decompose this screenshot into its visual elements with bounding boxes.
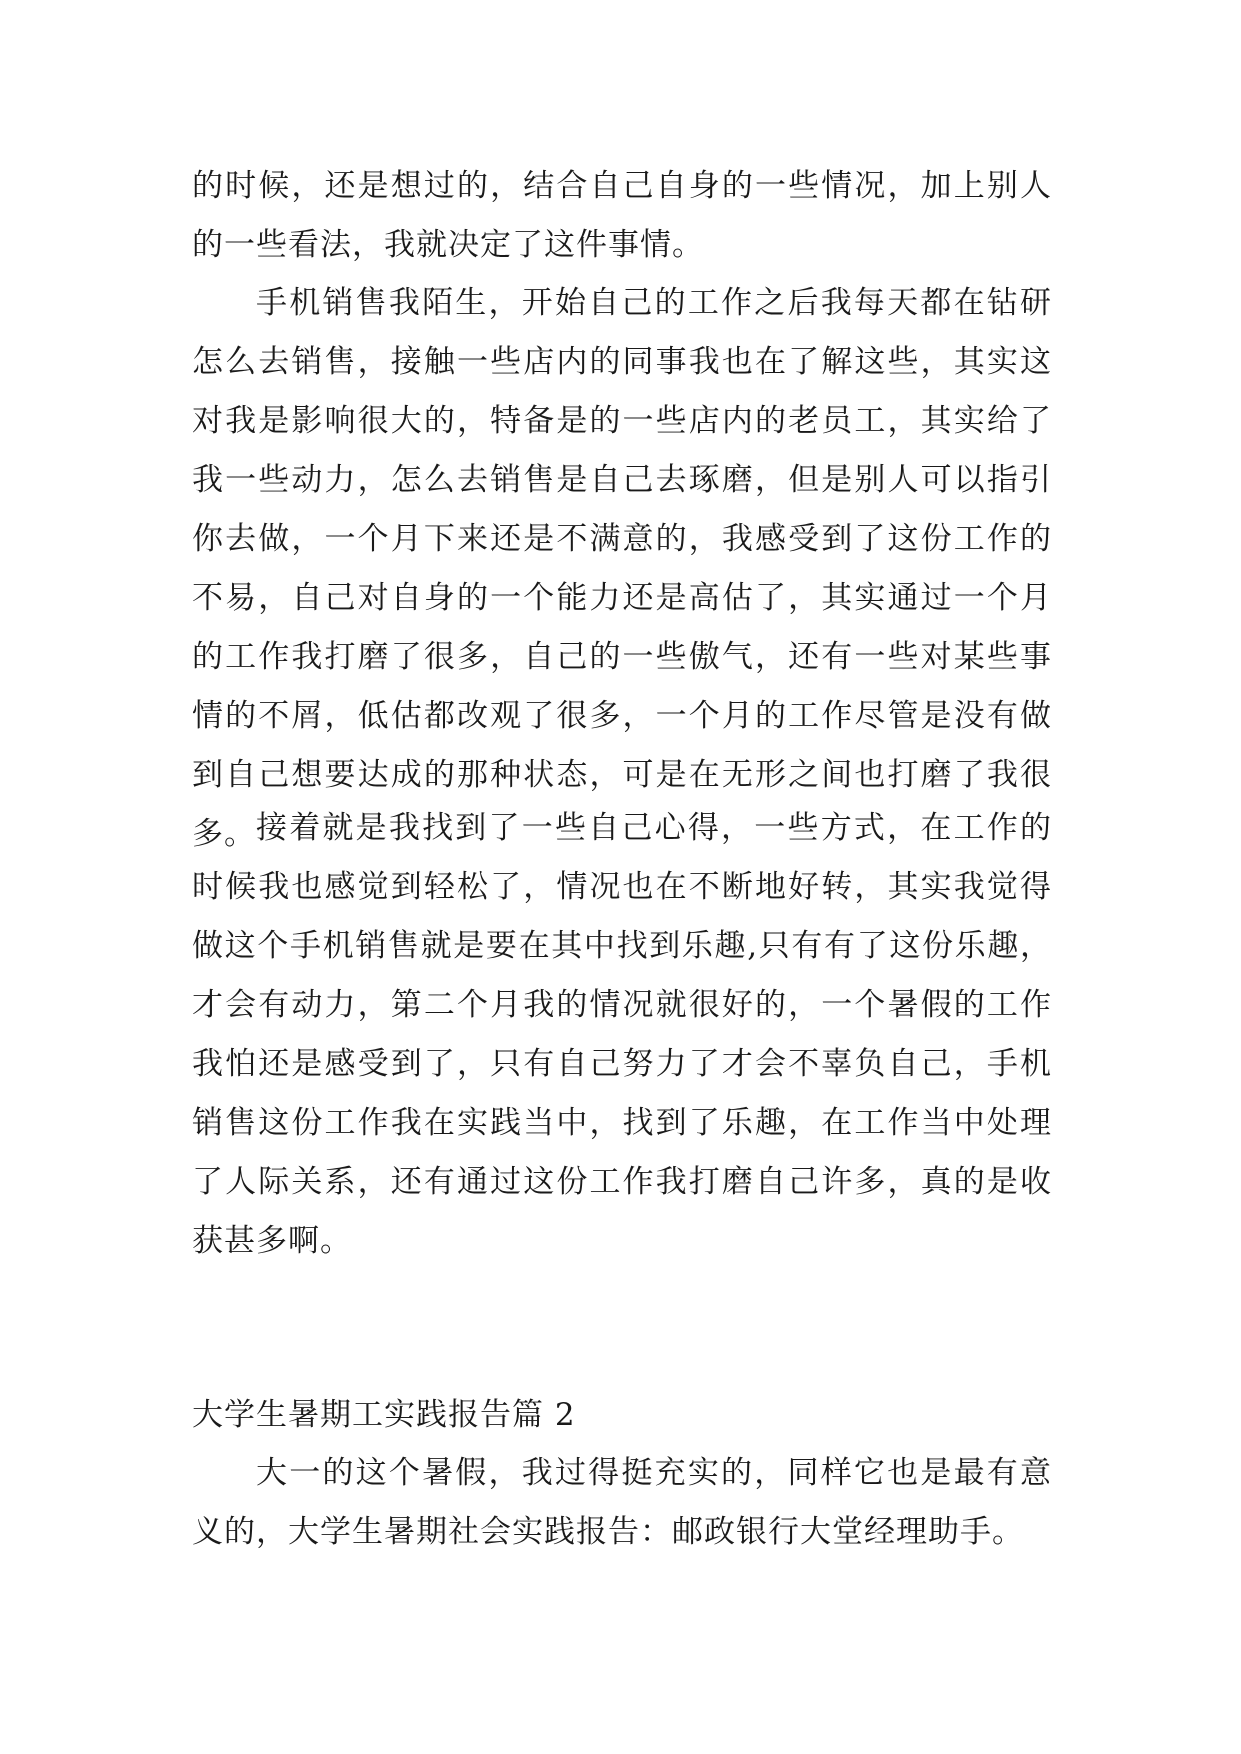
paragraph-text: 的时候，还是想过的，结合自己自身的一些情况，加上别人的一些看法，我就决定了这件事情。	[192, 168, 1052, 263]
paragraph-finding-fun	[192, 799, 1052, 1271]
paragraph-text: 接着就是我找到了一些自己心得，一些方式，在工作的时候我也感觉到轻松了，情况也在不断地好转，其实我觉得做这个手机销售就是要在其中找到乐趣,只有有了这份乐趣，才会有动力，第二个月我的情况就很好的，一个暑假的工作我怕还是感受到了，只有自己努力了才会不辜负自己，手机销售这份工作我在实践当中，找到了乐趣，在工作当中处理了人际关系，还有通过这份工作我打磨自己许多，真的是收获甚多啊。	[192, 810, 1052, 1259]
paragraph-phone-sales-experience	[192, 274, 1052, 864]
paragraph-text: 大一的这个暑假，我过得挺充实的，同样它也是最有意义的，大学生暑期社会实践报告：邮政银行大堂经理助手。	[192, 1455, 1052, 1550]
section-heading-text: 大学生暑期工实践报告篇 2	[192, 1397, 576, 1433]
section-heading	[192, 1386, 1052, 1445]
paragraph-continuation	[192, 157, 1052, 275]
paragraph-report-2-intro	[192, 1444, 1052, 1562]
paragraph-text: 手机销售我陌生，开始自己的工作之后我每天都在钻研怎么去销售，接触一些店内的同事我也在了解这些，其实这对我是影响很大的，特备是的一些店内的老员工，其实给了我一些动力，怎么去销售是自己去琢磨，但是别人可以指引你去做，一个月下来还是不满意的，我感受到了这份工作的不易，自己对自身的一个能力还是高估了，其实通过一个月的工作我打磨了很多，自己的一些傲气，还有一些对某些事情的不屑，低估都改观了很多，一个月的工作尽管是没有做到自己想要达成的那种状态，可是在无形之间也打磨了我很多。	[192, 285, 1052, 852]
